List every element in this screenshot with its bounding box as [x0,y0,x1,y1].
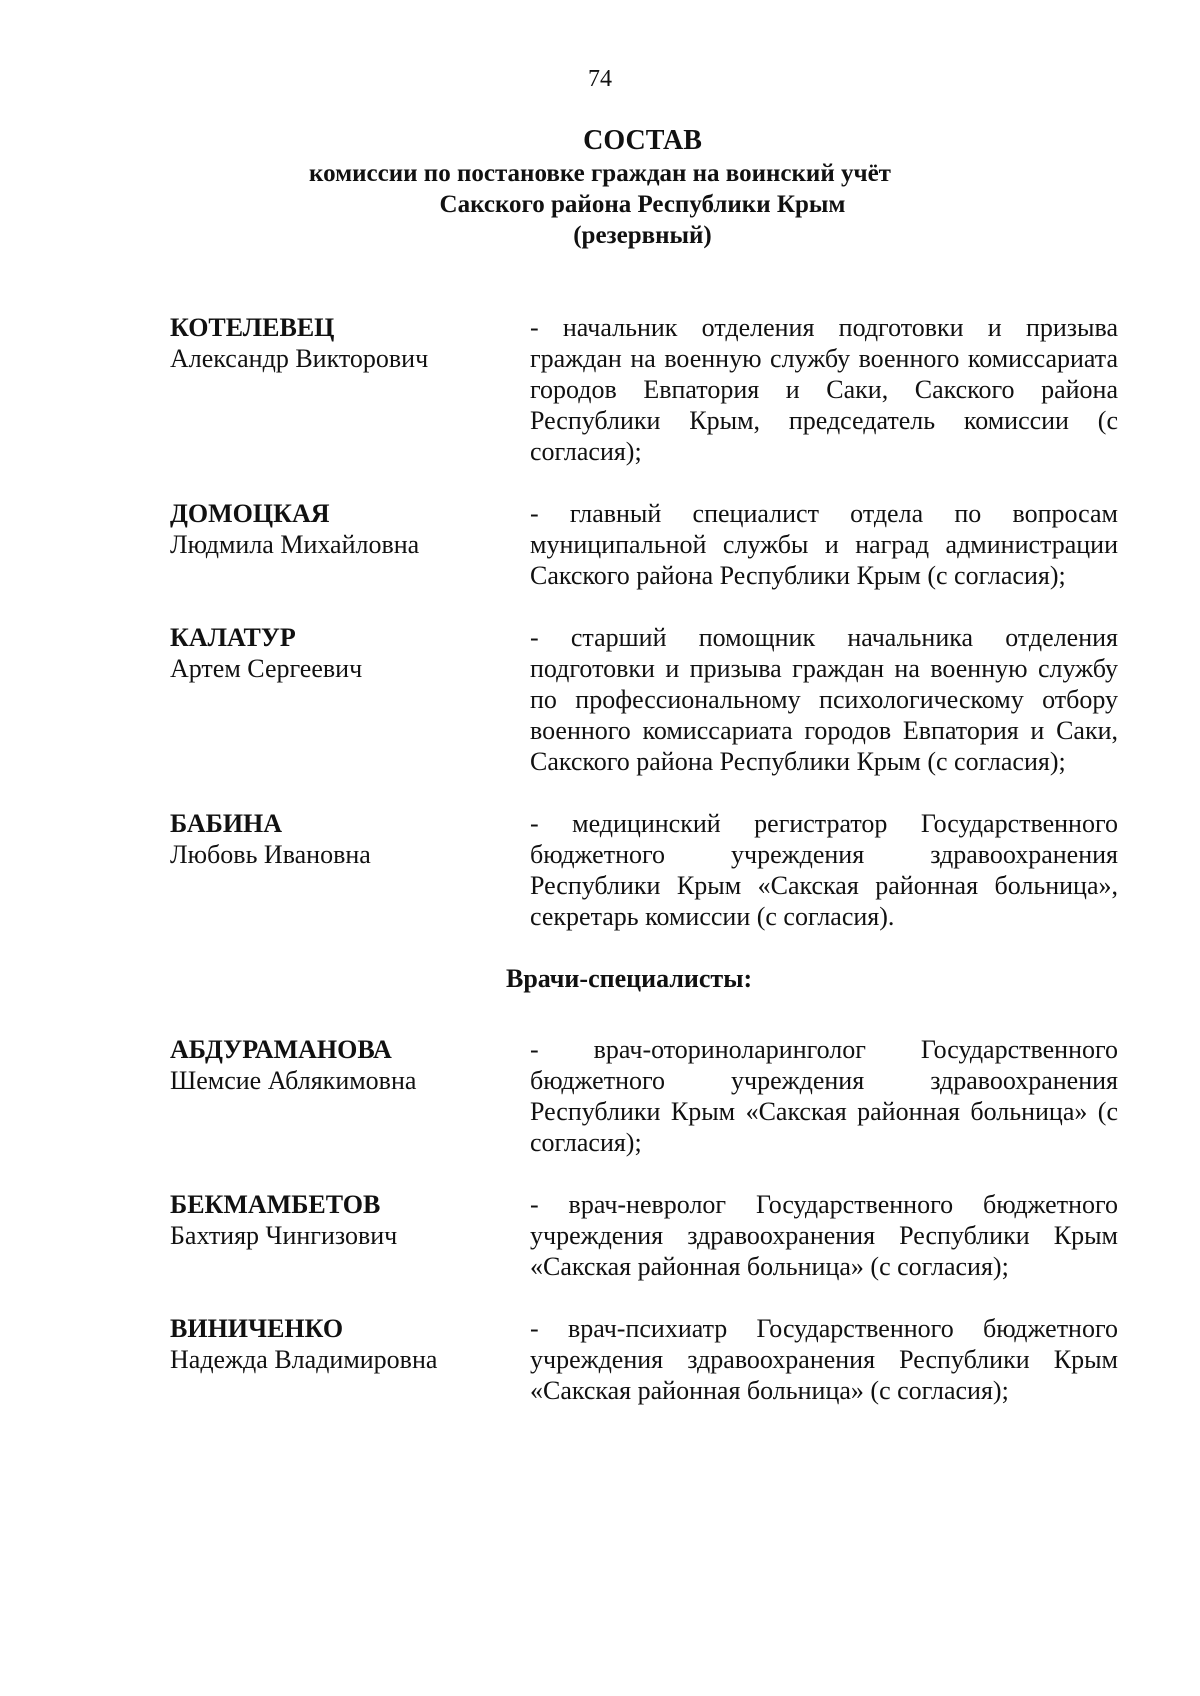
document-subtitle-line-1: комиссии по постановке граждан на воинский учёт [309,160,891,187]
document-header [0,124,1200,251]
member-role: - начальник отделения подготовки и призыва граждан на военную службу военного комиссариата городов Евпатория и Саки, Сакского района Республики Крым, председатель комиссии (с согласия); [530,313,1118,466]
document-subtitle-line-2: Сакского района Республики Крым [439,191,846,218]
specialist-entry [170,1313,1120,1406]
member-given-names: Людмила Михайловна [170,530,420,559]
specialist-role: - врач-психиатр Государственного бюджетного учреждения здравоохранения Республики Крым «Сакская районная больница» (с согласия); [530,1314,1118,1405]
specialist-entry [170,1189,1120,1282]
specialist-entry [170,1034,1120,1158]
member-surname: БАБИНА [170,809,283,838]
specialist-role: - врач-невролог Государственного бюджетного учреждения здравоохранения Республики Крым «Сакская районная больница» (с согласия); [530,1190,1118,1281]
member-role: - медицинский регистратор Государственного бюджетного учреждения здравоохранения Республики Крым «Сакская районная больница», секретарь комиссии (с согласия). [530,809,1118,931]
specialist-given-names: Шемсие Аблякимовна [170,1066,417,1095]
specialist-surname: АБДУРАМАНОВА [170,1035,392,1064]
member-role: - главный специалист отдела по вопросам муниципальной службы и наград администрации Сакского района Республики Крым (с согласия); [530,499,1118,590]
specialist-surname: ВИНИЧЕНКО [170,1314,344,1343]
member-entry [170,312,1120,467]
member-entry [170,622,1120,777]
commission-roster [170,312,1120,1406]
member-name [170,498,530,591]
member-name [170,312,530,467]
page-number: 74 [588,66,612,92]
specialist-name [170,1313,530,1406]
member-entry [170,498,1120,591]
member-surname: ДОМОЦКАЯ [170,499,330,528]
member-entry [170,808,1120,932]
specialist-given-names: Бахтияр Чингизович [170,1221,398,1250]
member-given-names: Любовь Ивановна [170,840,371,869]
member-surname: КОТЕЛЕВЕЦ [170,313,335,342]
specialist-surname: БЕКМАМБЕТОВ [170,1190,381,1219]
member-role: - старший помощник начальника отделения подготовки и призыва граждан на военную службу по профессиональному психологическому отбору военного комиссариата городов Евпатория и Саки, Сакского района Республики Крым (с согласия); [530,623,1118,776]
specialist-name [170,1034,530,1158]
member-surname: КАЛАТУР [170,623,296,652]
specialist-given-names: Надежда Владимировна [170,1345,438,1374]
document-subtitle-line-3: (резервный) [573,222,712,249]
specialists-heading: Врачи-специалисты: [506,964,753,993]
member-given-names: Александр Викторович [170,344,429,373]
member-name [170,622,530,777]
member-given-names: Артем Сергеевич [170,654,363,683]
member-name [170,808,530,932]
specialist-role: - врач-оториноларинголог Государственного бюджетного учреждения здравоохранения Республики Крым «Сакская районная больница» (с согласия); [530,1035,1118,1157]
document-title: СОСТАВ [583,125,702,156]
specialist-name [170,1189,530,1282]
